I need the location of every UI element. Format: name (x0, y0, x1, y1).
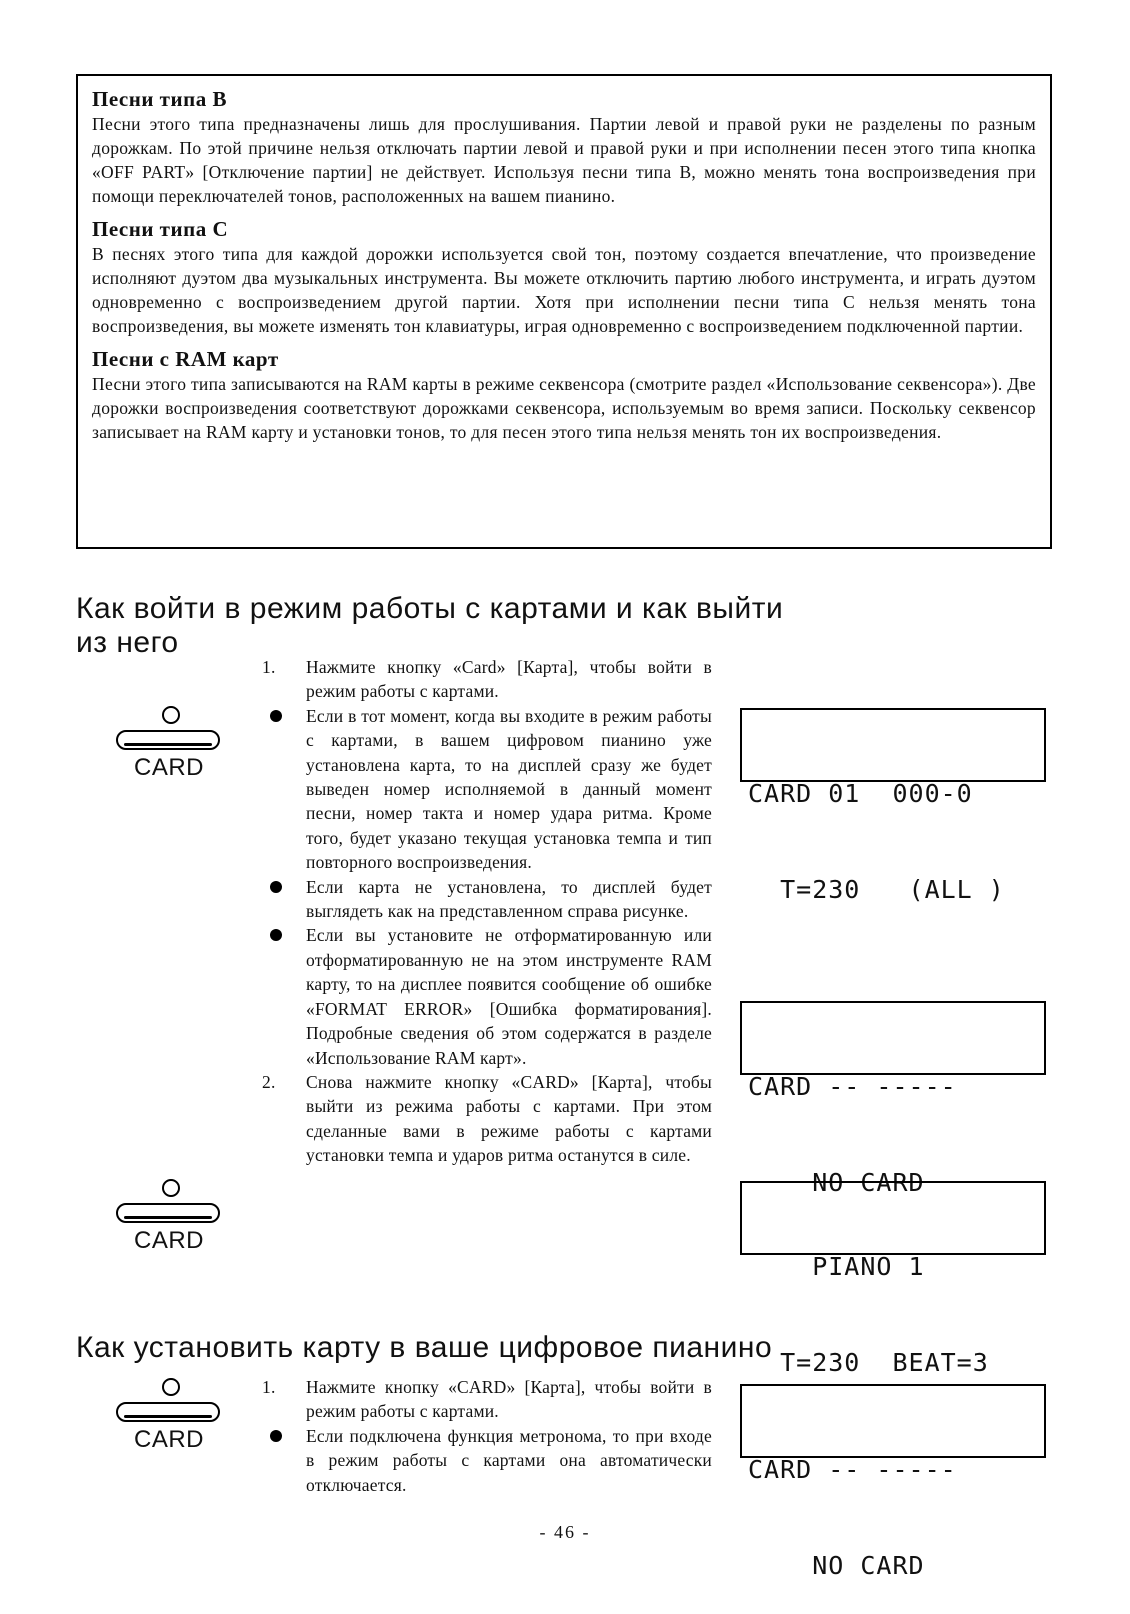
note-no-card (262, 875, 712, 924)
button-bar-icon (116, 1402, 220, 1422)
step-1-press-card (262, 1375, 712, 1424)
led-indicator-icon (162, 1378, 180, 1396)
button-bar-icon (116, 1203, 220, 1223)
step-2-exit-card-mode (262, 1070, 712, 1168)
bullet-icon (270, 710, 282, 722)
card-button-illustration-3 (114, 1376, 224, 1461)
page-number: - 46 - (539, 1522, 591, 1542)
section-title-ram-cards: Песни с RAM карт (92, 347, 279, 371)
step-number: 2. (262, 1071, 276, 1092)
lcd-display-no-card-2 (740, 1384, 1046, 1580)
section1-heading-line2: из него (76, 626, 179, 659)
note-text: Если подключена функция метронома, то при входе в режим работы с картами она автоматически отключается. (306, 1425, 712, 1495)
section2-instructions (262, 1375, 712, 1497)
lcd-line-1: CARD 01 000-0 (748, 779, 973, 808)
card-button-label: CARD (133, 1227, 204, 1254)
section-text-ram-cards: Песни этого типа записываются на RAM карты в режиме секвенсора (смотрите раздел «Использование секвенсора»). Две дорожки воспроизведения соответствуют дорожками секвенсора, используемым во время записи. Поскольку секвенсор записывает на RAM карту и установки тонов, то для песен этого типа нельзя менять тон их воспроизведения. (92, 374, 1036, 442)
step-text: Нажмите кнопку «CARD» [Карта], чтобы войти в режим работы с картами. (306, 1377, 712, 1422)
step-number: 1. (262, 1377, 276, 1397)
lcd-line-1: CARD -- ----- (748, 1072, 957, 1101)
card-button-label: CARD (133, 754, 204, 781)
note-text: Если карта не установлена, то дисплей будет выглядеть как на представленном справа рисунке. (306, 876, 712, 922)
note-format-error (262, 923, 712, 1069)
lcd-line-2: T=230 (ALL ) (748, 875, 1005, 904)
bullet-icon (270, 881, 282, 893)
step-text: Снова нажмите кнопку «CARD» [Карта], чтобы выйти из режима работы с картами. При этом сделанные вами в режиме работы с картами установки темпа и ударов ритма останутся в силе. (306, 1071, 712, 1166)
step-text: Нажмите кнопку «Card» [Карта], чтобы войти в режим работы с картами. (306, 657, 712, 702)
card-button-illustration-1 (114, 704, 224, 789)
note-metronome-off (262, 1424, 712, 1497)
button-bar-icon (116, 730, 220, 750)
step-number: 1. (262, 657, 276, 677)
note-text: Если вы установите не отформатированную или отформатированную не на этом инструменте RAM карту, то на дисплее появится сообщение об ошибке «FORMAT ERROR» [Ошибка форматирования]. Подробные сведения об этом содержатся в разделе «Использование RAM карт». (306, 925, 712, 1068)
section-title-type-c: Песни типа C (92, 217, 229, 241)
section1-heading-line1: Как войти в режим работы с картами и как выйти (76, 592, 784, 625)
section2-heading: Как установить карту в ваше цифровое пианино (76, 1331, 773, 1364)
note-card-installed (262, 704, 712, 875)
lcd-line-1: PIANO 1 (748, 1252, 925, 1281)
lcd-line-2: NO CARD (748, 1168, 925, 1197)
lcd-line-2: T=230 BEAT=3 (748, 1348, 989, 1377)
lcd-display-piano (740, 1181, 1046, 1377)
bullet-icon (270, 1430, 282, 1442)
section1-instructions (262, 655, 712, 1168)
section1-heading (76, 592, 783, 660)
section-text-type-c: В песнях этого типа для каждой дорожки используется свой тон, поэтому создается впечатление, что произведение исполняют дуэтом два музыкальных инструмента. Вы можете отключить партию любого инструмента, и играть дуэтом одновременно с воспроизведением другой партии. Хотя при исполнении песни типа C нельзя менять тона воспроизведения, вы можете изменять тон клавиатуры, играя одновременно с воспроизведением подключенной партии. (92, 244, 1036, 336)
step-1-enter-card-mode (262, 655, 712, 704)
lcd-display-no-card (740, 1001, 1046, 1197)
note-text: Если в тот момент, когда вы входите в режим работы с картами, в вашем цифровом пианино уже установлена карта, то на дисплей сразу же будет выведен номер исполняемой в данный момент песни, номер такта и номер удара ритма. Кроме того, будет указано текущая установка темпа и тип повторного воспроизведения. (306, 705, 712, 873)
lcd-display-card-installed (740, 708, 1046, 904)
section-title-type-b: Песни типа B (92, 87, 227, 111)
card-button-label: CARD (133, 1426, 204, 1453)
section-text-type-b: Песни этого типа предназначены лишь для прослушивания. Партии левой и правой руки не разделены по разным дорожкам. По этой причине нельзя отключать партии левой и правой руки и при исполнении песен этого типа кнопка «OFF PART» [Отключение партии] не действует. Используя песни типа B, можно менять тона воспроизведения при помощи переключателей тонов, расположенных на вашем пианино. (92, 114, 1036, 206)
led-indicator-icon (162, 1179, 180, 1197)
lcd-line-2: NO CARD (748, 1551, 925, 1580)
led-indicator-icon (162, 706, 180, 724)
lcd-line-1: CARD -- ----- (748, 1455, 957, 1484)
bullet-icon (270, 929, 282, 941)
info-box (76, 74, 1052, 549)
card-button-illustration-2 (114, 1177, 224, 1262)
